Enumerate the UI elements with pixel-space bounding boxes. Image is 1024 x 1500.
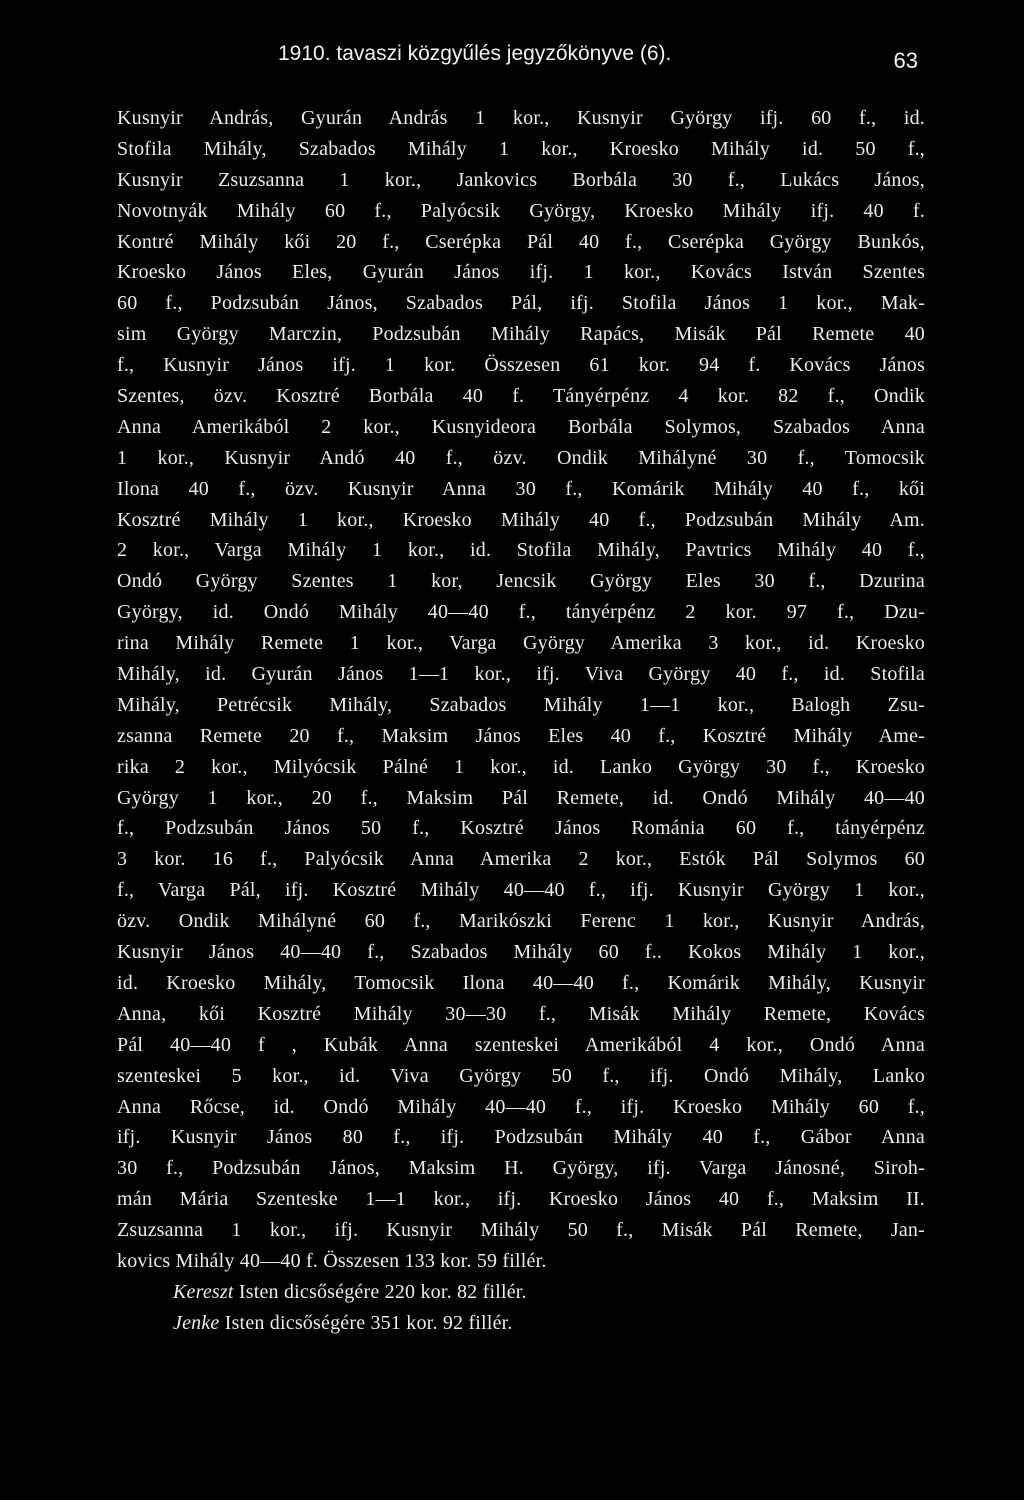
- text-line: Kosztré Mihály 1 kor., Kroesko Mihály 40 f., Podzsubán Mihály Am.: [117, 508, 925, 531]
- text-line: ifj. Kusnyir János 80 f., ifj. Podzsubán Mihály 40 f., Gábor Anna: [117, 1126, 925, 1149]
- total-text: Isten dicsőségére 351 kor. 92 fillér.: [219, 1311, 513, 1334]
- text-line: szenteskei 5 kor., id. Viva György 50 f., ifj. Ondó Mihály, Lanko: [117, 1064, 925, 1087]
- text-line: Kusnyir Zsuzsanna 1 kor., Jankovics Borbála 30 f., Lukács János,: [117, 168, 925, 191]
- text-line: zsanna Remete 20 f., Maksim János Eles 40 f., Kosztré Mihály Ame-: [117, 724, 925, 747]
- text-line: Ondó György Szentes 1 kor, Jencsik György Eles 30 f., Dzurina: [117, 570, 925, 593]
- text-line: Novotnyák Mihály 60 f., Palyócsik György, Kroesko Mihály ifj. 40 f.: [117, 199, 925, 222]
- text-line: Kontré Mihály kői 20 f., Cserépka Pál 40 f., Cserépka György Bunkós,: [117, 230, 925, 253]
- text-line: Anna Amerikából 2 kor., Kusnyideora Borbála Solymos, Szabados Anna: [117, 415, 925, 438]
- text-line: Anna, kői Kosztré Mihály 30—30 f., Misák Mihály Remete, Kovács: [117, 1002, 925, 1025]
- text-line: Mihály, Petrécsik Mihály, Szabados Mihály 1—1 kor., Balogh Zsu-: [117, 693, 925, 716]
- text-line: 3 kor. 16 f., Palyócsik Anna Amerika 2 kor., Estók Pál Solymos 60: [117, 848, 925, 871]
- body-text: [117, 103, 925, 1339]
- text-line: 2 kor., Varga Mihály 1 kor., id. Stofila Mihály, Pavtrics Mihály 40 f.,: [117, 539, 925, 562]
- text-line: Kroesko János Eles, Gyurán János ifj. 1 kor., Kovács István Szentes: [117, 261, 925, 284]
- text-line: rika 2 kor., Milyócsik Pálné 1 kor., id. Lanko György 30 f., Kroesko: [117, 755, 925, 778]
- total-text: Isten dicsőségére 220 kor. 82 fillér.: [233, 1280, 527, 1303]
- text-line: Stofila Mihály, Szabados Mihály 1 kor., Kroesko Mihály id. 50 f.,: [117, 137, 925, 160]
- text-line: özv. Ondik Mihályné 60 f., Marikószki Ferenc 1 kor., Kusnyir András,: [117, 910, 925, 933]
- text-line: Kusnyir János 40—40 f., Szabados Mihály 60 f.. Kokos Mihály 1 kor.,: [117, 941, 925, 964]
- text-line: Kusnyir András, Gyurán András 1 kor., Kusnyir György ifj. 60 f., id.: [117, 107, 925, 129]
- page-number: 63: [893, 48, 918, 73]
- text-line: György 1 kor., 20 f., Maksim Pál Remete, id. Ondó Mihály 40—40: [117, 786, 925, 809]
- text-line: kovics Mihály 40—40 f. Összesen 133 kor. 59 fillér.: [117, 1249, 547, 1272]
- text-line: mán Mária Szenteske 1—1 kor., ifj. Kroesko János 40 f., Maksim II.: [117, 1188, 925, 1211]
- total-line-jenke: [117, 1308, 925, 1339]
- text-line: 1 kor., Kusnyir Andó 40 f., özv. Ondik Mihályné 30 f., Tomocsik: [117, 446, 925, 469]
- text-line: Mihály, id. Gyurán János 1—1 kor., ifj. Viva György 40 f., id. Stofila: [117, 663, 925, 686]
- text-line: id. Kroesko Mihály, Tomocsik Ilona 40—40 f., Komárik Mihály, Kusnyir: [117, 971, 925, 994]
- text-line: f., Podzsubán János 50 f., Kosztré János Románia 60 f., tányérpénz: [117, 817, 925, 840]
- header-title: 1910. tavaszi közgyűlés jegyzőkönyve (6).: [278, 42, 672, 65]
- text-line: sim György Marczin, Podzsubán Mihály Rapács, Misák Pál Remete 40: [117, 323, 925, 346]
- text-line: Pál 40—40 f , Kubák Anna szenteskei Amerikából 4 kor., Ondó Anna: [117, 1033, 925, 1056]
- text-line: f., Varga Pál, ifj. Kosztré Mihály 40—40 f., ifj. Kusnyir György 1 kor.,: [117, 879, 925, 902]
- total-line-kereszt: [117, 1277, 925, 1308]
- text-line: Ilona 40 f., özv. Kusnyir Anna 30 f., Komárik Mihály 40 f., kői: [117, 477, 925, 500]
- text-line: 60 f., Podzsubán János, Szabados Pál, ifj. Stofila János 1 kor., Mak-: [117, 292, 925, 315]
- text-line: rina Mihály Remete 1 kor., Varga György Amerika 3 kor., id. Kroesko: [117, 632, 925, 655]
- text-line: Szentes, özv. Kosztré Borbála 40 f. Tányérpénz 4 kor. 82 f., Ondik: [117, 385, 925, 408]
- text-line: György, id. Ondó Mihály 40—40 f., tányérpénz 2 kor. 97 f., Dzu-: [117, 601, 925, 624]
- text-line: f., Kusnyir János ifj. 1 kor. Összesen 61 kor. 94 f. Kovács János: [117, 354, 925, 377]
- total-name: Kereszt: [173, 1280, 234, 1303]
- text-line: 30 f., Podzsubán János, Maksim H. György, ifj. Varga Jánosné, Siroh-: [117, 1157, 925, 1180]
- page-header: [278, 40, 918, 80]
- text-line: Zsuzsanna 1 kor., ifj. Kusnyir Mihály 50 f., Misák Pál Remete, Jan-: [117, 1219, 925, 1242]
- text-line: Anna Rőcse, id. Ondó Mihály 40—40 f., ifj. Kroesko Mihály 60 f.,: [117, 1095, 925, 1118]
- total-name: Jenke: [173, 1311, 220, 1334]
